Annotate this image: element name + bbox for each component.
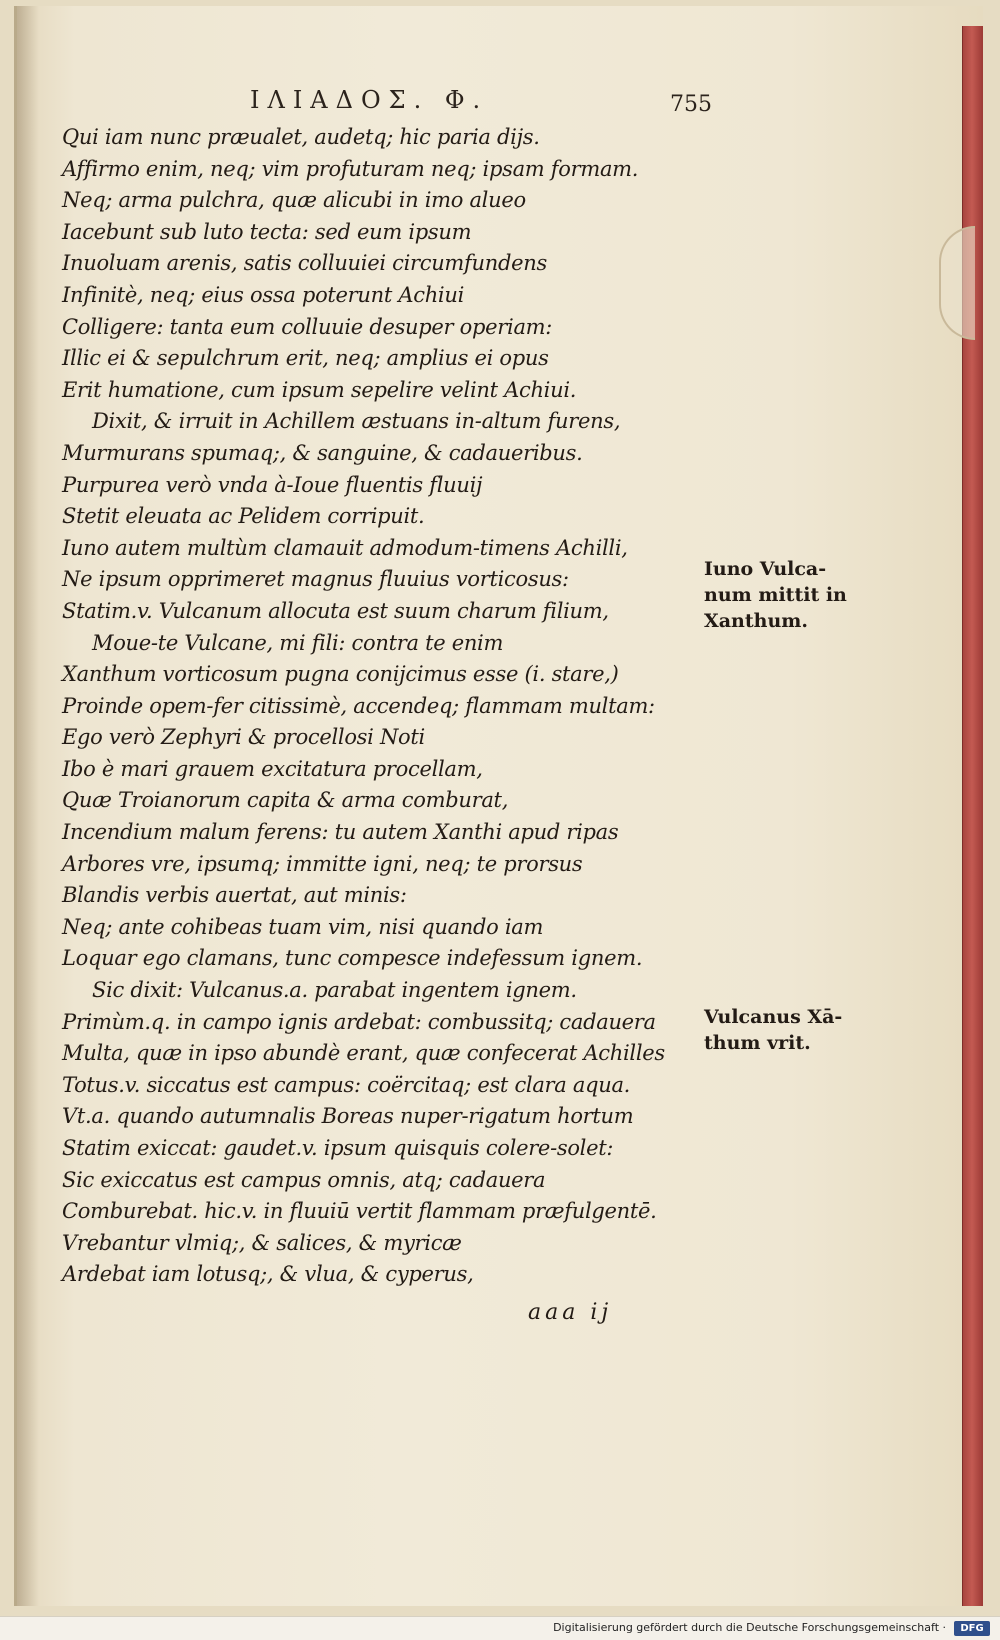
- margin-gloss: [704, 1004, 874, 1056]
- verse-line: Inuoluam arenis, satis colluuiei circumfundens: [62, 251, 547, 276]
- verse-line: Multa, quæ in ipso abundè erant, quæ confecerat Achilles: [62, 1041, 665, 1066]
- verse-line: Ne ipsum opprimeret magnus fluuius vorticosus:: [62, 567, 569, 592]
- funding-credit: Digitalisierung gefördert durch die Deutsche Forschungsgemeinschaft ·: [553, 1621, 946, 1634]
- verse-line: Iacebunt sub luto tecta: sed eum ipsum: [62, 219, 472, 244]
- dfg-logo-icon: DFG: [954, 1621, 990, 1636]
- verse-line: Ego verò Zephyri & procellosi Noti: [62, 725, 425, 750]
- verse-line: Sic dixit: Vulcanus.a. parabat ingentem ignem.: [92, 978, 577, 1003]
- verse-line: Blandis verbis auertat, aut minis:: [62, 883, 407, 908]
- verse-line: Moue-te Vulcane, mi fili: contra te enim: [92, 630, 504, 655]
- gloss-line: Xanthum.: [704, 610, 808, 632]
- verse-line: Murmurans spumaq;, & sanguine, & cadaueribus.: [62, 440, 583, 465]
- verse-line: Arbores vre, ipsumq; immitte igni, neq; te prorsus: [62, 851, 583, 876]
- gloss-line: Vulcanus Xā-: [704, 1006, 843, 1028]
- gutter-shadow: [17, 6, 39, 1606]
- verse-line: Sic exiccatus est campus omnis, atq; cadauera: [62, 1167, 546, 1192]
- verse-line: Neq; arma pulchra, quæ alicubi in imo alueo: [62, 188, 526, 213]
- verse-line: Totus.v. siccatus est campus: coërcitaq; est clara aqua.: [62, 1072, 631, 1097]
- verse-line: Comburebat. hic.v. in fluuiū vertit flammam præfulgentē.: [62, 1199, 657, 1224]
- footer-bar: [0, 1616, 1000, 1640]
- verse-line: Colligere: tanta eum colluuie desuper operiam:: [62, 314, 553, 339]
- verse-line: Statim exiccat: gaudet.v. ipsum quisquis colere-solet:: [62, 1136, 614, 1160]
- verse-line: Purpurea verò vnda à-Ioue fluentis fluuij: [62, 472, 483, 497]
- running-head: ΙΛΙΑΔΟΣ. Φ.: [250, 86, 489, 114]
- gloss-line: thum vrit.: [704, 1032, 811, 1054]
- verse-line: Incendium malum ferens: tu autem Xanthi apud ripas: [62, 820, 619, 845]
- page-tab: [939, 226, 975, 340]
- verse-line: Neq; ante cohibeas tuam vim, nisi quando iam: [62, 914, 544, 939]
- verse-list: [62, 122, 702, 1291]
- gloss-line: num mittit in: [704, 584, 847, 606]
- verse-line: Ardebat iam lotusq;, & vlua, & cyperus,: [62, 1262, 474, 1287]
- verse-line: Xanthum vorticosum pugna conijcimus esse (i. stare,): [62, 662, 619, 687]
- verse-line: Statim.v. Vulcanum allocuta est suum charum filium,: [62, 598, 609, 623]
- verse-line: Ibo è mari grauem excitatura procellam,: [62, 756, 483, 781]
- page-number: 755: [670, 92, 712, 117]
- verse-line: Proinde opem-fer citissimè, accendeq; flammam multam:: [62, 693, 655, 718]
- verse-line: Erit humatione, cum ipsum sepelire velint Achiui.: [62, 377, 577, 402]
- gloss-line: Iuno Vulca-: [704, 558, 827, 580]
- verse-line: Stetit eleuata ac Pelidem corripuit.: [62, 504, 425, 529]
- verse-line: Affirmo enim, neq; vim profuturam neq; ipsam formam.: [62, 156, 639, 181]
- verse-line: Quæ Troianorum capita & arma comburat,: [62, 788, 509, 813]
- verse-line: Dixit, & irruit in Achillem æstuans in-altum furens,: [92, 409, 621, 434]
- verse-line: Infinitè, neq; eius ossa poterunt Achiui: [62, 282, 464, 307]
- verse-line: Vt.a. quando autumnalis Boreas nuper-rigatum hortum: [62, 1104, 634, 1129]
- verse-line: Vrebantur vlmiq;, & salices, & myricæ: [62, 1230, 462, 1255]
- verse-line: Illic ei & sepulchrum erit, neq; amplius ei opus: [62, 346, 549, 371]
- margin-gloss: [704, 556, 874, 634]
- page-header: [240, 86, 720, 122]
- verse-line: Qui iam nunc præualet, audetq; hic paria dijs.: [62, 125, 540, 149]
- signature-mark: aaa ij: [528, 1300, 613, 1325]
- verse-line: Iuno autem multùm clamauit admodum-timens Achilli,: [62, 535, 628, 560]
- verse-line: Primùm.q. in campo ignis ardebat: combussitq; cadauera: [62, 1009, 656, 1034]
- verse-line: Loquar ego clamans, tunc compesce indefessum ignem.: [62, 946, 643, 971]
